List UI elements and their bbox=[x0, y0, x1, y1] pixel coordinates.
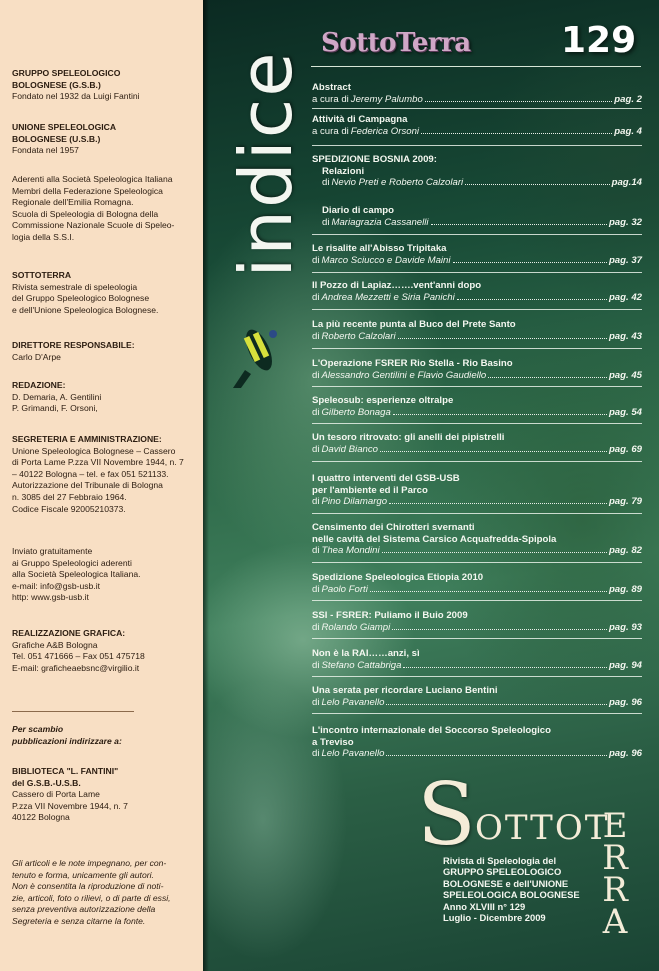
redazione-block bbox=[12, 380, 198, 415]
redazione-line: P. Grimandi, F. Orsoni, bbox=[12, 403, 98, 414]
disclaimer-line: Segreteria e senza citarne la fonte. bbox=[12, 915, 146, 926]
sottoterra-line: del Gruppo Speleologico Bolognese bbox=[12, 293, 150, 304]
leader-dots bbox=[465, 184, 609, 185]
toc-page: pag. 89 bbox=[608, 583, 642, 595]
leader-dots bbox=[425, 101, 612, 102]
biblioteca-line: 40122 Bologna bbox=[12, 812, 70, 823]
toc-entry[interactable] bbox=[312, 205, 642, 228]
segreteria-line: Unione Speleologica Bolognese – Cassero bbox=[12, 445, 176, 456]
toc-separator bbox=[312, 461, 642, 462]
toc-separator bbox=[312, 638, 642, 639]
usb-founded: Fondata nel 1957 bbox=[12, 145, 79, 156]
toc-title: L'incontro internazionale del Soccorso Speleologico bbox=[312, 725, 551, 736]
toc-prefix: a cura di bbox=[312, 125, 349, 137]
toc-title: Non è la RAI……anzi, sì bbox=[312, 648, 420, 659]
leader-dots bbox=[403, 667, 606, 668]
toc-entry[interactable] bbox=[312, 82, 642, 105]
toc-entry[interactable] bbox=[312, 243, 642, 266]
toc-title: Le risalite all'Abisso Tripitaka bbox=[312, 243, 447, 254]
sottoterra-line: e dell'Unione Speleologica Bolognese. bbox=[12, 304, 159, 315]
description-line: Rivista di Speleologia del bbox=[443, 855, 557, 866]
segreteria-line: Codice Fiscale 92005210373. bbox=[12, 503, 126, 514]
toc-title: Il Pozzo di Lapiaz…….vent'anni dopo bbox=[312, 280, 482, 291]
affiliations-block bbox=[12, 174, 198, 244]
affiliation-line: Commissione Nazionale Scuole di Speleo- bbox=[12, 220, 175, 231]
toc-author: Nevio Preti e Roberto Calzolari bbox=[331, 177, 464, 188]
masthead-column bbox=[0, 0, 203, 971]
leader-dots bbox=[370, 591, 607, 592]
sottoterra-block bbox=[12, 270, 198, 316]
toc-entry[interactable] bbox=[312, 319, 642, 342]
toc-prefix: di bbox=[322, 216, 330, 228]
description-line: Luglio - Dicembre 2009 bbox=[443, 912, 546, 924]
gsb-name-1: GRUPPO SPELEOLOGICO bbox=[12, 68, 121, 78]
logo-letter: R bbox=[602, 838, 628, 878]
disclaimer-line: zie, articoli, foto o rilievi, o di parte di essi, bbox=[12, 892, 171, 903]
affiliation-line: Scuola di Speleologia di Bologna della bbox=[12, 208, 159, 219]
toc-author: Pino Dilamargo bbox=[321, 496, 388, 507]
disclaimer-line: Non è consentita la riproduzione di noti- bbox=[12, 881, 164, 892]
toc-separator bbox=[312, 348, 642, 349]
leader-dots bbox=[386, 755, 607, 756]
toc-prefix: di bbox=[312, 369, 320, 381]
toc-prefix: di bbox=[312, 291, 320, 303]
magazine-logo: SottoTerra bbox=[321, 28, 471, 58]
leader-dots bbox=[389, 503, 607, 504]
toc-title-line2: a Treviso bbox=[312, 736, 354, 748]
leader-dots bbox=[382, 552, 607, 553]
realizzazione-line: Grafiche A&B Bologna bbox=[12, 639, 98, 650]
leader-dots bbox=[421, 133, 612, 134]
scambio-line: pubblicazioni indirizzare a: bbox=[12, 735, 122, 746]
description-line: GRUPPO SPELEOLOGICO bbox=[443, 866, 562, 878]
toc-page: pag.14 bbox=[611, 177, 642, 188]
logo-otto: OTTOT bbox=[475, 808, 610, 848]
biblioteca-line: P.zza VII Novembre 1944, n. 7 bbox=[12, 800, 128, 811]
inviato-line: ai Gruppo Speleologici aderenti bbox=[12, 557, 132, 568]
toc-prefix: di bbox=[312, 496, 320, 507]
toc-entry[interactable] bbox=[312, 154, 642, 189]
toc-separator bbox=[312, 234, 642, 235]
logo-letter: A bbox=[602, 902, 628, 942]
toc-subtitle: Relazioni bbox=[322, 165, 365, 177]
toc-title: Una serata per ricordare Luciano Bentini bbox=[312, 685, 498, 696]
toc-author: Mariagrazia Cassanelli bbox=[331, 216, 429, 228]
toc-entry[interactable] bbox=[312, 473, 642, 508]
gsb-name-2: BOLOGNESE (G.S.B.) bbox=[12, 79, 101, 90]
logo-letter: R bbox=[602, 870, 628, 910]
segreteria-line: – 40122 Bologna – tel. e fax 051 521133. bbox=[12, 468, 169, 479]
toc-title: Speleosub: esperienze oltralpe bbox=[312, 395, 454, 406]
redazione-line: D. Demaria, A. Gentilini bbox=[12, 391, 102, 402]
toc-separator bbox=[312, 562, 642, 563]
toc-title: Un tesoro ritrovato: gli anelli dei pipistrelli bbox=[312, 432, 505, 443]
leader-dots bbox=[453, 262, 607, 263]
description-line: SPELEOLOGICA BOLOGNESE bbox=[443, 889, 580, 901]
diver-silhouette bbox=[225, 322, 295, 392]
toc-page: pag. 37 bbox=[608, 254, 642, 266]
biblioteca-block bbox=[12, 766, 198, 824]
toc-entry[interactable] bbox=[312, 685, 642, 708]
page-fold-shadow bbox=[203, 0, 209, 971]
inviato-line: Inviato gratuitamente bbox=[12, 546, 93, 556]
toc-separator bbox=[312, 309, 642, 310]
toc-separator bbox=[312, 513, 642, 514]
inviato-line: alla Società Speleologica Italiana. bbox=[12, 569, 141, 580]
toc-separator bbox=[312, 713, 642, 714]
redazione-title: REDAZIONE: bbox=[12, 380, 66, 390]
toc-author: Gilberto Bonaga bbox=[321, 406, 391, 418]
leader-dots bbox=[431, 224, 607, 225]
toc-title: SPEDIZIONE BOSNIA 2009: bbox=[312, 154, 437, 165]
segreteria-line: Autorizzazione del Tribunale di Bologna bbox=[12, 480, 163, 491]
toc-entry[interactable] bbox=[312, 280, 642, 303]
toc-page: pag. 32 bbox=[608, 216, 642, 228]
disclaimer-line: Gli articoli e le note impegnano, per con- bbox=[12, 858, 167, 868]
realizzazione-block bbox=[12, 628, 198, 674]
usb-block bbox=[12, 122, 198, 157]
inviato-block bbox=[12, 546, 198, 604]
toc-prefix: di bbox=[312, 330, 320, 342]
toc-title-line2: per l'ambiente ed il Parco bbox=[312, 484, 428, 496]
scambio-block bbox=[12, 724, 198, 747]
toc-title: Abstract bbox=[312, 82, 351, 93]
toc-page: pag. 54 bbox=[608, 406, 642, 418]
indice-title: indice bbox=[224, 50, 308, 278]
biblioteca-title: del G.S.B.-U.S.B. bbox=[12, 777, 81, 788]
email-link[interactable]: e-mail: info@gsb-usb.it bbox=[12, 580, 101, 591]
magazine-description bbox=[443, 855, 623, 923]
segreteria-block bbox=[12, 434, 198, 515]
toc-prefix: di bbox=[312, 696, 320, 708]
disclaimer-line: senza preventiva autorizzazione della bbox=[12, 904, 156, 915]
affiliation-line: Regionale dell'Emilia Romagna. bbox=[12, 197, 134, 208]
toc-prefix: di bbox=[322, 177, 330, 188]
direttore-title: DIRETTORE RESPONSABILE: bbox=[12, 340, 135, 350]
scambio-line: Per scambio bbox=[12, 724, 64, 734]
toc-entry[interactable] bbox=[312, 725, 642, 760]
realizzazione-email[interactable]: E-mail: graficheaebsnc@virgilio.it bbox=[12, 662, 140, 673]
toc-author: Lelo Pavanello bbox=[321, 748, 385, 759]
toc-prefix: di bbox=[312, 406, 320, 418]
toc-separator bbox=[312, 386, 642, 387]
toc-title: Spedizione Speleologica Etiopia 2010 bbox=[312, 572, 484, 583]
leader-dots bbox=[386, 704, 607, 705]
toc-prefix: di bbox=[312, 621, 320, 633]
usb-name-2: BOLOGNESE (U.S.B.) bbox=[12, 133, 101, 144]
toc-author: Marco Sciucco e Davide Maini bbox=[321, 254, 451, 266]
disclaimer-line: tenuto e forma, unicamente gli autori. bbox=[12, 869, 154, 880]
issue-number: 129 bbox=[561, 20, 637, 61]
affiliation-line: Membri della Federazione Speleologica bbox=[12, 185, 163, 196]
toc-page: pag. 79 bbox=[608, 496, 642, 507]
toc-author: David Bianco bbox=[321, 443, 378, 455]
toc-author: Thea Mondini bbox=[321, 545, 380, 556]
toc-page: pag. 69 bbox=[608, 443, 642, 455]
toc-title-line2: nelle cavità del Sistema Carsico Acquafredda-Spipola bbox=[312, 533, 557, 545]
biblioteca-title: BIBLIOTECA "L. FANTINI" bbox=[12, 766, 119, 776]
leader-dots bbox=[393, 414, 607, 415]
description-line: BOLOGNESE e dell'UNIONE bbox=[443, 877, 569, 889]
toc-prefix: di bbox=[312, 583, 320, 595]
toc-title: L'Operazione FSRER Rio Stella - Rio Basino bbox=[312, 358, 513, 369]
realizzazione-line: Tel. 051 471666 – Fax 051 475718 bbox=[12, 651, 145, 662]
toc-page: pag. 4 bbox=[614, 125, 642, 137]
toc-author: Roberto Calzolari bbox=[321, 330, 396, 342]
disclaimer-block bbox=[12, 858, 198, 928]
toc-prefix: di bbox=[312, 443, 320, 455]
toc-author: Paolo Forti bbox=[321, 583, 368, 595]
segreteria-title: SEGRETERIA E AMMINISTRAZIONE: bbox=[12, 434, 162, 444]
toc-page: pag. 96 bbox=[608, 748, 642, 759]
segreteria-line: di Porta Lame P.zza VII Novembre 1944, n. 7 bbox=[12, 457, 184, 468]
direttore-block bbox=[12, 340, 198, 363]
website-link[interactable]: http: www.gsb-usb.it bbox=[12, 592, 89, 603]
direttore-name: Carlo D'Arpe bbox=[12, 351, 61, 362]
toc-subtitle: Diario di campo bbox=[322, 205, 394, 216]
toc-entry[interactable] bbox=[312, 522, 642, 557]
toc-author: Andrea Mezzetti e Siria Panichi bbox=[321, 291, 455, 303]
toc-prefix: di bbox=[312, 748, 320, 759]
toc-title: Attività di Campagna bbox=[312, 114, 408, 125]
toc-entry[interactable] bbox=[312, 648, 642, 671]
toc-separator bbox=[312, 272, 642, 273]
toc-prefix: di bbox=[312, 659, 320, 671]
divider bbox=[12, 711, 134, 712]
segreteria-line: n. 3085 del 27 Febbraio 1964. bbox=[12, 491, 127, 502]
toc-separator bbox=[312, 423, 642, 424]
usb-name-1: UNIONE SPELEOLOGICA bbox=[12, 122, 117, 132]
toc-page: pag. 42 bbox=[608, 291, 642, 303]
toc-prefix: a cura di bbox=[312, 93, 349, 105]
toc-prefix: di bbox=[312, 545, 320, 556]
toc-title: SSI - FSRER: Puliamo il Buio 2009 bbox=[312, 610, 468, 621]
leader-dots bbox=[457, 299, 607, 300]
toc-entry[interactable] bbox=[312, 572, 642, 595]
biblioteca-line: Cassero di Porta Lame bbox=[12, 789, 100, 800]
gsb-block bbox=[12, 68, 198, 103]
toc-entry[interactable] bbox=[312, 358, 642, 381]
toc-separator bbox=[312, 108, 642, 109]
toc-prefix: di bbox=[312, 254, 320, 266]
logo-initial: S bbox=[417, 765, 476, 865]
toc-author: Stefano Cattabriga bbox=[321, 659, 402, 671]
leader-dots bbox=[392, 629, 607, 630]
gsb-founded: Fondato nel 1932 da Luigi Fantini bbox=[12, 91, 140, 102]
header-rule bbox=[311, 66, 641, 67]
toc-page: pag. 45 bbox=[608, 369, 642, 381]
realizzazione-title: REALIZZAZIONE GRAFICA: bbox=[12, 628, 126, 638]
toc-title: La più recente punta al Buco del Prete Santo bbox=[312, 319, 516, 330]
leader-dots bbox=[380, 451, 607, 452]
sottoterra-line: Rivista semestrale di speleologia bbox=[12, 281, 138, 292]
toc-separator bbox=[312, 676, 642, 677]
toc-author: Lelo Pavanello bbox=[321, 696, 385, 708]
toc-author: Jeremy Palumbo bbox=[350, 93, 423, 105]
toc-entry[interactable] bbox=[312, 610, 642, 633]
toc-separator bbox=[312, 145, 642, 146]
cover-photo-panel bbox=[203, 0, 659, 971]
toc-title: Censimento dei Chirotteri svernanti bbox=[312, 522, 475, 533]
toc-page: pag. 94 bbox=[608, 659, 642, 671]
affiliation-line: Aderenti alla Società Speleologica Italiana bbox=[12, 174, 173, 184]
affiliation-line: logia della S.S.I. bbox=[12, 231, 75, 242]
leader-dots bbox=[488, 377, 607, 378]
toc-author: Federica Orsoni bbox=[350, 125, 420, 137]
toc-author: Alessandro Gentilini e Flavio Gaudiello bbox=[321, 369, 487, 381]
toc-page: pag. 2 bbox=[614, 93, 642, 105]
toc-entry[interactable] bbox=[312, 114, 642, 137]
toc-page: pag. 96 bbox=[608, 696, 642, 708]
toc-page: pag. 43 bbox=[608, 330, 642, 342]
toc-separator bbox=[312, 600, 642, 601]
logo-letter: E bbox=[602, 806, 628, 846]
leader-dots bbox=[398, 338, 607, 339]
toc-page: pag. 93 bbox=[608, 621, 642, 633]
toc-page: pag. 82 bbox=[608, 545, 642, 556]
toc-entry[interactable] bbox=[312, 395, 642, 418]
toc-title: I quattro interventi del GSB-USB bbox=[312, 473, 460, 484]
sottoterra-title: SOTTOTERRA bbox=[12, 270, 72, 280]
toc-author: Rolando Giampi bbox=[321, 621, 391, 633]
description-line: Anno XLVIII n° 129 bbox=[443, 900, 526, 912]
toc-entry[interactable] bbox=[312, 432, 642, 455]
